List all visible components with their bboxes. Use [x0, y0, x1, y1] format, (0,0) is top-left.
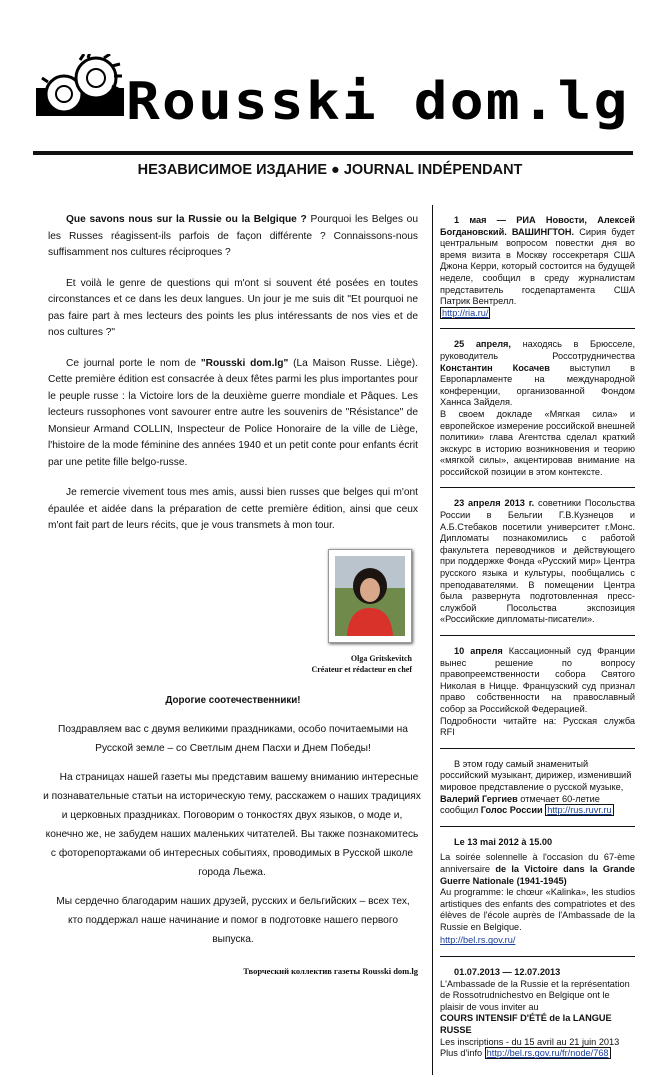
- news-4-more: Подробности читайте на: Русская служба RFI: [440, 715, 635, 738]
- intro-fr-p2: Et voilà le genre de questions qui m'ont si souvent été posées en toutes circonstances et ce dans les deux langues. Un jour je me suis dit "Et pourquoi ne pas faire part à mes lecteurs des points les plus intéressants de nos vies et de nos cultures ?": [48, 277, 418, 338]
- editor-role: Créateur et rédacteur en chef: [311, 664, 412, 674]
- masthead-rule: [33, 151, 633, 155]
- news-item-3: [440, 488, 635, 636]
- news-3-date: 23 апреля 2013 г.: [454, 498, 535, 509]
- news-item-6: [440, 827, 635, 957]
- intro-ru-signature: Творческий коллектив газеты Rousski dom.lg: [243, 965, 418, 976]
- intro-fr-p1: [48, 212, 418, 262]
- editor-name: Olga Gritskevitch: [350, 653, 412, 663]
- left-column: [43, 212, 421, 977]
- intro-ru-p1: Поздравляем вас с двумя великими праздниками, особо почитаемыми на Русской земле – со Светлым днем Пасхи и Днем Победы!: [58, 723, 408, 754]
- intro-fr-p3-a: Ce journal porte le nom de: [66, 357, 201, 369]
- news-column: [432, 205, 635, 1075]
- news-2-date: 25 апреля,: [454, 339, 511, 350]
- news-2-text-c: В своем докладе «Мягкая сила» и европейское измерение российской внешней политики» глава Агентства сделал краткий экскурс в историю возникновения и теорию «мягкой силы», акцентировав внимание на российской позиции в этом контексте.: [440, 408, 635, 477]
- news-7-more-label: Plus d'info: [440, 1048, 485, 1059]
- masthead-subtitle: НЕЗАВИСИМОЕ ИЗДАНИЕ ● JOURNAL INDÉPENDANT: [137, 162, 523, 178]
- intro-ru-heading: Дорогие соотечественники!: [165, 694, 301, 706]
- editor-photo: [328, 549, 412, 643]
- news-7-link[interactable]: http://bel.rs.gov.ru/fr/node/768: [486, 1048, 609, 1059]
- news-5-source-name: Голос России: [480, 805, 543, 816]
- news-2-name: Константин Косачев: [440, 362, 550, 373]
- intro-fr-p1-text: Pourquoi les Belges ou les Russes réagissent-ils parfois de façon différente ? Connaissons-nous suffisamment nos cultures réciproques ?: [48, 214, 419, 258]
- intro-fr-p3-b: (La Maison Russe. Liège). Cette première édition est consacrée à deux fêtes parmi les plus importantes pour le peuple russe : la Victoire lors de la deuxième guerre mondiale et Pâques. Les lecteurs russophones vont savourer entre autre les souvenirs de "Résistance" de Monsieur Armand COLLIN, Inspecteur de Police Honoraire de la ville de Liège, l'histoire de la mode féminine des années 1940 et un petit conte pour enfants écrit par une petite fille belgo-russe.: [48, 357, 418, 468]
- intro-fr-p3: [48, 356, 418, 472]
- news-item-7: [440, 957, 635, 1069]
- news-7-text-a: L'Ambassade de la Russie et la représentation de Rossotrudnichestvo en Belgique ont le plaisir de vous inviter au: [440, 978, 630, 1012]
- news-4-text: Кассационный суд Франции вынес решение по вопросу правопреемственности собора Святого Николая в Ницце. Французский суд признал право собственности на православный собор за Российской Федерацией.: [440, 646, 635, 714]
- news-2-text-a: находясь в Брюсселе, руководитель Россотрудничества: [440, 339, 636, 361]
- news-7-text-b: Les inscriptions - du 15 avril au 21 juin 2013: [440, 1036, 620, 1047]
- news-7-heading: 01.07.2013 — 12.07.2013: [454, 967, 561, 978]
- news-item-4: [440, 636, 635, 749]
- news-6-heading: Le 13 mai 2012 à 15.00: [454, 836, 553, 847]
- news-5-text-b: отмечает 60-летие: [517, 793, 600, 804]
- news-3-text: советники Посольства России в Бельгии Г.В.Кузнецов и А.Б.Стебаков посетили университет г.Монс. Дипломаты познакомились с работой факультета переводчиков и действующего при поддержке Фонда «Русский мир» Центра русского языка и культуры, пообщались с преподавателями. В помещении Центра была развернута подготовленная пресс-службой Посольства экспозиция «Российские дипломаты-писатели».: [440, 498, 636, 625]
- intro-ru-p2: На страницах нашей газеты мы представим вашему вниманию интересные и познавательные статьи на историческую тему, расскажем о наших традициях и церковных праздниках. Поговорим о тонкостях двух языков, о моде и, конечно же, не забудем наших маленьких читателей. Вы также познакомитесь с фоторепортажами об интересных событиях, проводимых в Русской школе города Льежа.: [43, 771, 421, 878]
- news-item-5: [440, 749, 635, 827]
- news-1-text: Сирия будет центральным вопросом повестки дня во время визита в Москву госсекретаря США Джона Керри, который состоится на будущей неделе, сообщил в среду журналистам представитель госдепартамента США Патрик Вентрелл.: [440, 226, 636, 307]
- editor-photo-wrap: [48, 549, 418, 645]
- news-6-bold: de la Victoire dans la Grande Guerre Nationale (1941-1945): [440, 863, 635, 886]
- matryoshka-logo-icon: [36, 54, 124, 118]
- news-item-1: [440, 205, 635, 329]
- intro-fr-p3-bold: "Rousski dom.lg": [200, 357, 289, 369]
- news-5-source: сообщил: [440, 805, 481, 816]
- intro-fr-p4: Je remercie vivement tous mes amis, aussi bien russes que belges qui m'ont épaulée et aidée dans la préparation de cette première édition, ainsi que ceux m'ont fait part de leurs récits, que je vous transmets à mon tour.: [48, 487, 418, 531]
- news-7-bold: COURS INTENSIF D'ÉTÉ de la LANGUE RUSSE: [440, 1013, 612, 1036]
- news-4-date: 10 апреля: [454, 646, 503, 656]
- news-6-text-b: Au programme: le chœur «Kalinka», les studios artistiques des enfants des compatriotes et des élèves de l'école auprès de l'Ambassade de la Russie en Belgique.: [440, 887, 635, 932]
- editor-portrait-image: [335, 556, 405, 636]
- news-1-headline: 1 мая — РИА Новости, Алексей Богдановский. ВАШИНГТОН.: [440, 215, 635, 237]
- news-6-link[interactable]: http://bel.rs.gov.ru/: [440, 935, 516, 946]
- news-6-text-a: La soirée solennelle à l'occasion du 67-ème anniversaire: [440, 852, 635, 874]
- logo: [36, 54, 124, 118]
- news-5-text-a: В этом году самый знаменитый российский музыкант, дирижер, изменивший мировое представление о русской музыке,: [440, 758, 632, 792]
- news-5-link[interactable]: http://rus.ruvr.ru: [547, 805, 612, 816]
- masthead-title: Rousski dom.lg: [126, 72, 630, 132]
- news-1-link[interactable]: http://ria.ru/: [442, 307, 489, 318]
- news-2-text-b: выступил в Европарламенте на международной конференции, организованной Фондом Ханнса Зайделя.: [440, 362, 635, 408]
- news-item-2: [440, 329, 635, 488]
- intro-fr-p1-bold: Que savons nous sur la Russie ou la Belgique ?: [66, 214, 307, 225]
- news-5-name: Валерий Гергиев: [440, 793, 518, 804]
- intro-ru-p3: Мы сердечно благодарим наших друзей, русских и бельгийских – всех тех, кто поддержал наше начинание и помог в подготовке нашего первого выпуска.: [56, 895, 410, 945]
